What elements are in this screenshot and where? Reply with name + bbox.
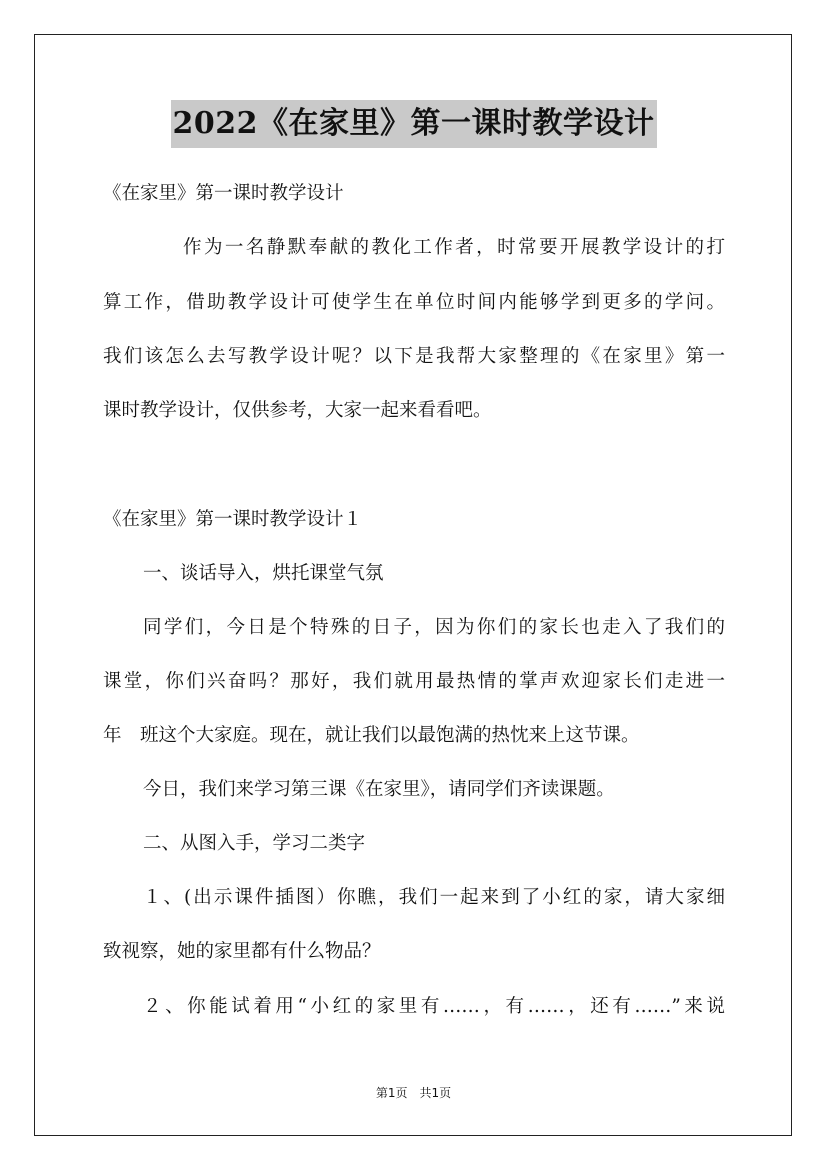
page-footer: 第1页 共1页 — [375, 1086, 452, 1100]
step2-heading: 二、从图入手，学习二类字 — [143, 833, 366, 854]
item1-line-2: 致视察，她的家里都有什么物品？ — [103, 941, 381, 962]
intro-line-1: 作为一名静默奉献的教化工作者，时常要开展教学设计的打 — [183, 237, 725, 258]
subtitle: 《在家里》第一课时教学设计 — [103, 183, 344, 204]
title-container — [0, 100, 827, 148]
step1-followup: 今日，我们来学习第三课《在家里》，请同学们齐读课题。 — [143, 779, 615, 800]
item2-line-1: ２、你能试着用“小红的家里有……，有……，还有……”来说 — [143, 996, 725, 1017]
item1-line-1: １、(出示课件插图）你瞧，我们一起来到了小红的家，请大家细 — [143, 887, 725, 908]
step1-line-2: 课堂，你们兴奋吗？那好，我们就用最热情的掌声欢迎家长们走进一 — [103, 671, 725, 692]
intro-line-3: 我们该怎么去写教学设计呢？以下是我帮大家整理的《在家里》第一 — [103, 346, 725, 367]
section-heading: 《在家里》第一课时教学设计１ — [103, 509, 363, 530]
step1-line-1: 同学们，今日是个特殊的日子，因为你们的家长也走入了我们的 — [143, 617, 725, 638]
document-title: 2022《在家里》第一课时教学设计 — [171, 100, 657, 148]
step1-line-3: 年 班这个大家庭。现在，就让我们以最饱满的热忱来上这节课。 — [103, 725, 640, 746]
intro-line-4: 课时教学设计，仅供参考，大家一起来看看吧。 — [103, 400, 492, 421]
intro-line-2: 算工作，借助教学设计可使学生在单位时间内能够学到更多的学问。 — [103, 292, 725, 313]
step1-heading: 一、谈话导入，烘托课堂气氛 — [143, 563, 384, 584]
